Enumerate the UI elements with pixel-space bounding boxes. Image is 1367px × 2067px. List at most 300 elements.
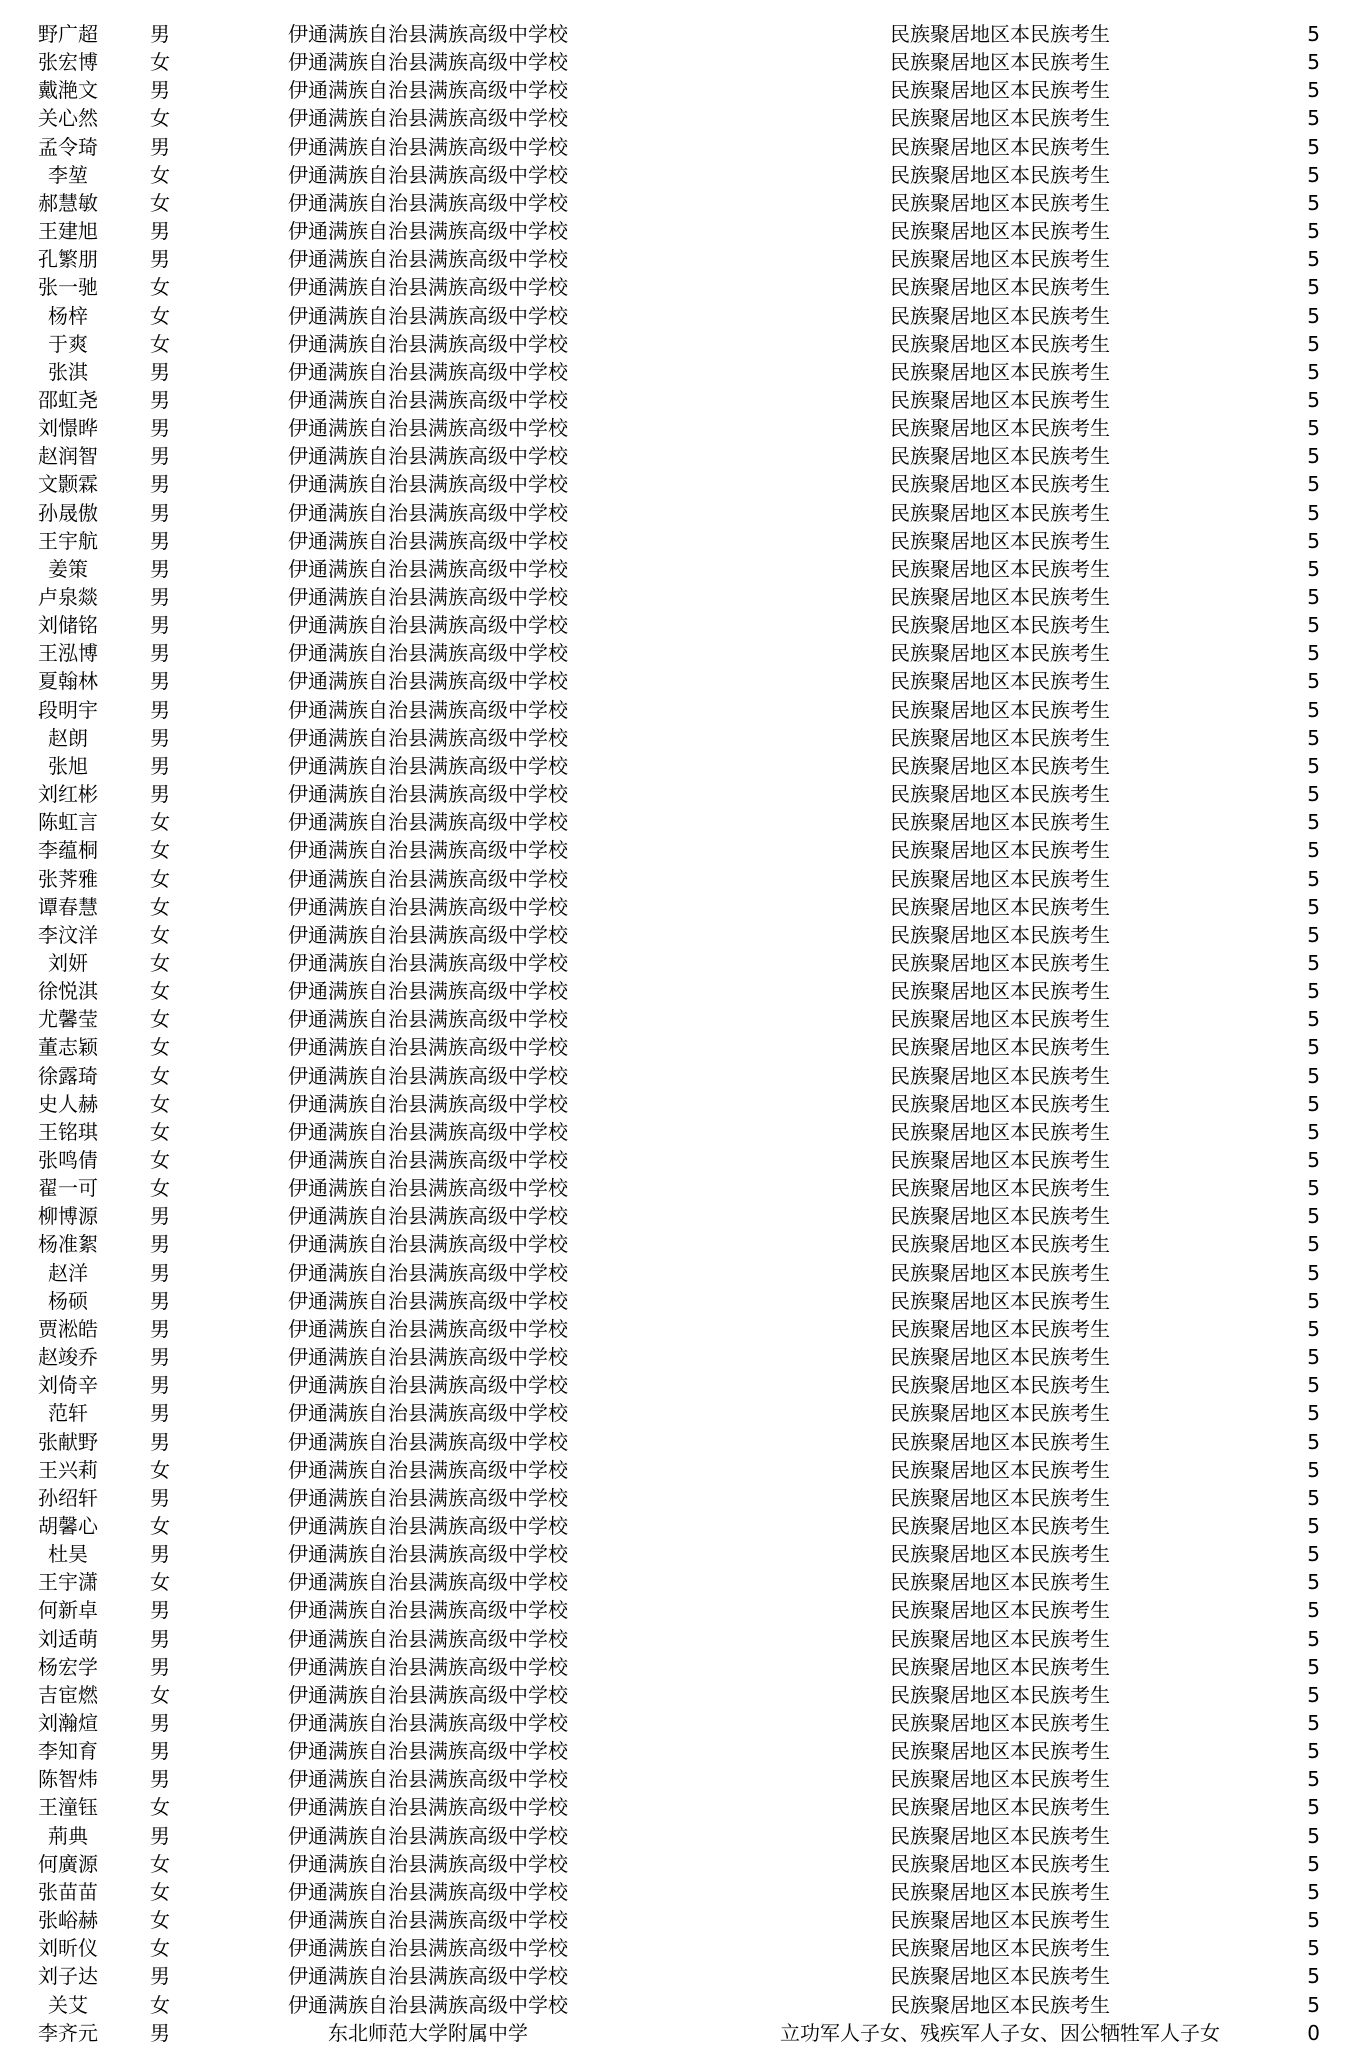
bonus-points: 5 bbox=[1307, 1823, 1320, 1848]
student-school: 伊通满族自治县满族高级中学校 bbox=[288, 1288, 568, 1313]
student-school: 伊通满族自治县满族高级中学校 bbox=[288, 613, 568, 638]
table-row bbox=[0, 217, 1367, 245]
student-school: 伊通满族自治县满族高级中学校 bbox=[288, 1598, 568, 1623]
table-row bbox=[0, 1878, 1367, 1906]
bonus-points: 5 bbox=[1307, 22, 1320, 46]
bonus-category: 民族聚居地区本民族考生 bbox=[890, 1570, 1110, 1595]
table-row bbox=[0, 2019, 1367, 2047]
table-row bbox=[0, 1765, 1367, 1793]
bonus-points: 5 bbox=[1307, 331, 1320, 356]
student-name: 李蕴桐 bbox=[38, 838, 98, 863]
bonus-points: 5 bbox=[1307, 1542, 1320, 1567]
bonus-category: 立功军人子女、残疾军人子女、因公牺牲军人子女 bbox=[780, 2020, 1220, 2045]
student-school: 伊通满族自治县满族高级中学校 bbox=[288, 1148, 568, 1172]
table-row bbox=[0, 1540, 1367, 1568]
student-name: 王宇潇 bbox=[38, 1570, 98, 1595]
table-row bbox=[0, 808, 1367, 836]
student-school: 伊通满族自治县满族高级中学校 bbox=[288, 1401, 568, 1426]
student-gender: 女 bbox=[150, 1682, 170, 1707]
bonus-points: 5 bbox=[1307, 1598, 1320, 1623]
student-gender: 女 bbox=[150, 1908, 170, 1933]
student-school: 伊通满族自治县满族高级中学校 bbox=[288, 1260, 568, 1285]
student-gender: 男 bbox=[150, 1401, 170, 1426]
student-name: 刘瀚煊 bbox=[38, 1711, 98, 1735]
bonus-points: 5 bbox=[1307, 1908, 1320, 1933]
bonus-points: 5 bbox=[1307, 669, 1320, 694]
table-row bbox=[0, 724, 1367, 752]
bonus-category: 民族聚居地区本民族考生 bbox=[890, 1795, 1110, 1820]
student-gender: 女 bbox=[150, 1795, 170, 1820]
bonus-points: 5 bbox=[1307, 1316, 1320, 1341]
student-school: 伊通满族自治县满族高级中学校 bbox=[288, 1851, 568, 1876]
student-school: 伊通满族自治县满族高级中学校 bbox=[288, 1570, 568, 1595]
student-school: 伊通满族自治县满族高级中学校 bbox=[288, 303, 568, 328]
bonus-points: 5 bbox=[1307, 50, 1320, 75]
bonus-points: 5 bbox=[1307, 950, 1320, 975]
bonus-points: 5 bbox=[1307, 78, 1320, 103]
student-school: 东北师范大学附属中学 bbox=[328, 2020, 528, 2045]
student-gender: 女 bbox=[150, 50, 170, 75]
table-row bbox=[0, 836, 1367, 864]
bonus-category: 民族聚居地区本民族考生 bbox=[890, 359, 1110, 384]
bonus-points: 5 bbox=[1307, 359, 1320, 384]
table-row bbox=[0, 696, 1367, 724]
student-school: 伊通满族自治县满族高级中学校 bbox=[288, 669, 568, 694]
table-row bbox=[0, 1399, 1367, 1427]
student-name: 刘适萌 bbox=[38, 1626, 98, 1651]
student-gender: 男 bbox=[150, 753, 170, 778]
student-gender: 男 bbox=[150, 78, 170, 103]
student-name: 姜策 bbox=[48, 556, 88, 581]
student-name: 王宇航 bbox=[38, 528, 98, 553]
bonus-category: 民族聚居地区本民族考生 bbox=[890, 1345, 1110, 1370]
table-row bbox=[0, 245, 1367, 273]
student-name: 赵润智 bbox=[38, 444, 98, 469]
bonus-points: 5 bbox=[1307, 979, 1320, 1004]
bonus-points: 5 bbox=[1307, 1513, 1320, 1538]
table-row bbox=[0, 555, 1367, 583]
student-name: 刘妍 bbox=[48, 950, 88, 975]
student-school: 伊通满族自治县满族高级中学校 bbox=[288, 472, 568, 497]
bonus-points: 5 bbox=[1307, 613, 1320, 638]
student-gender: 女 bbox=[150, 1119, 170, 1144]
bonus-category: 民族聚居地区本民族考生 bbox=[890, 1936, 1110, 1961]
table-row bbox=[0, 1737, 1367, 1765]
table-row bbox=[0, 1793, 1367, 1821]
student-name: 刘储铭 bbox=[38, 613, 98, 638]
student-name: 尤馨莹 bbox=[38, 1007, 98, 1032]
table-row bbox=[0, 1428, 1367, 1456]
student-school: 伊通满族自治县满族高级中学校 bbox=[288, 106, 568, 131]
student-school: 伊通满族自治县满族高级中学校 bbox=[288, 528, 568, 553]
bonus-category: 民族聚居地区本民族考生 bbox=[890, 1879, 1110, 1904]
bonus-points: 5 bbox=[1307, 1204, 1320, 1229]
student-school: 伊通满族自治县满族高级中学校 bbox=[288, 1457, 568, 1482]
student-gender: 女 bbox=[150, 106, 170, 131]
student-school: 伊通满族自治县满族高级中学校 bbox=[288, 1654, 568, 1679]
student-school: 伊通满族自治县满族高级中学校 bbox=[288, 1823, 568, 1848]
bonus-points: 5 bbox=[1307, 500, 1320, 525]
student-gender: 男 bbox=[150, 1316, 170, 1341]
student-gender: 女 bbox=[150, 979, 170, 1004]
bonus-category: 民族聚居地区本民族考生 bbox=[890, 1598, 1110, 1623]
student-school: 伊通满族自治县满族高级中学校 bbox=[288, 1795, 568, 1820]
student-school: 伊通满族自治县满族高级中学校 bbox=[288, 1711, 568, 1735]
bonus-points: 5 bbox=[1307, 303, 1320, 328]
bonus-category: 民族聚居地区本民族考生 bbox=[890, 866, 1110, 891]
student-name: 段明宇 bbox=[38, 697, 98, 722]
table-row bbox=[0, 104, 1367, 132]
student-gender: 女 bbox=[150, 810, 170, 835]
bonus-category: 民族聚居地区本民族考生 bbox=[890, 810, 1110, 835]
student-gender: 男 bbox=[150, 613, 170, 638]
student-name: 孙晟傲 bbox=[38, 500, 98, 525]
bonus-category: 民族聚居地区本民族考生 bbox=[890, 1288, 1110, 1313]
bonus-points: 5 bbox=[1307, 1345, 1320, 1370]
bonus-category: 民族聚居地区本民族考生 bbox=[890, 22, 1110, 46]
bonus-points: 5 bbox=[1307, 585, 1320, 609]
bonus-category: 民族聚居地区本民族考生 bbox=[890, 697, 1110, 722]
student-name: 刘憬晔 bbox=[38, 416, 98, 441]
bonus-points: 5 bbox=[1307, 528, 1320, 553]
table-row bbox=[0, 20, 1367, 48]
student-school: 伊通满族自治县满族高级中学校 bbox=[288, 1119, 568, 1144]
bonus-points: 5 bbox=[1307, 1936, 1320, 1961]
student-gender: 男 bbox=[150, 1345, 170, 1370]
student-gender: 男 bbox=[150, 1598, 170, 1623]
student-gender: 男 bbox=[150, 500, 170, 525]
student-school: 伊通满族自治县满族高级中学校 bbox=[288, 585, 568, 609]
student-gender: 女 bbox=[150, 1007, 170, 1032]
student-school: 伊通满族自治县满族高级中学校 bbox=[288, 1767, 568, 1792]
student-gender: 女 bbox=[150, 275, 170, 300]
bonus-category: 民族聚居地区本民族考生 bbox=[890, 1485, 1110, 1510]
student-school: 伊通满族自治县满族高级中学校 bbox=[288, 50, 568, 75]
student-gender: 女 bbox=[150, 1063, 170, 1088]
student-name: 郝慧敏 bbox=[38, 190, 98, 215]
student-school: 伊通满族自治县满族高级中学校 bbox=[288, 1091, 568, 1116]
bonus-category: 民族聚居地区本民族考生 bbox=[890, 78, 1110, 103]
student-school: 伊通满族自治县满族高级中学校 bbox=[288, 1739, 568, 1764]
table-row bbox=[0, 949, 1367, 977]
student-gender: 男 bbox=[150, 1739, 170, 1764]
student-name: 李齐元 bbox=[38, 2020, 98, 2045]
table-row bbox=[0, 1512, 1367, 1540]
bonus-points: 5 bbox=[1307, 1288, 1320, 1313]
student-gender: 女 bbox=[150, 1992, 170, 2017]
bonus-points: 5 bbox=[1307, 472, 1320, 497]
student-name: 柳博源 bbox=[38, 1204, 98, 1229]
bonus-category: 民族聚居地区本民族考生 bbox=[890, 106, 1110, 131]
student-gender: 男 bbox=[150, 725, 170, 750]
student-gender: 女 bbox=[150, 303, 170, 328]
student-school: 伊通满族自治县满族高级中学校 bbox=[288, 641, 568, 666]
student-name: 李知育 bbox=[38, 1739, 98, 1764]
student-school: 伊通满族自治县满族高级中学校 bbox=[288, 1232, 568, 1257]
student-name: 野广超 bbox=[38, 22, 98, 46]
student-gender: 女 bbox=[150, 1091, 170, 1116]
student-gender: 女 bbox=[150, 894, 170, 919]
student-name: 吉宦燃 bbox=[38, 1682, 98, 1707]
student-school: 伊通满族自治县满族高级中学校 bbox=[288, 1682, 568, 1707]
student-school: 伊通满族自治县满族高级中学校 bbox=[288, 1513, 568, 1538]
student-school: 伊通满族自治县满族高级中学校 bbox=[288, 1007, 568, 1032]
bonus-points: 5 bbox=[1307, 416, 1320, 441]
student-name: 孟令琦 bbox=[38, 134, 98, 159]
student-gender: 女 bbox=[150, 950, 170, 975]
bonus-points: 5 bbox=[1307, 1739, 1320, 1764]
table-row bbox=[0, 1259, 1367, 1287]
bonus-points: 5 bbox=[1307, 444, 1320, 469]
bonus-points: 5 bbox=[1307, 1035, 1320, 1060]
bonus-points: 5 bbox=[1307, 1176, 1320, 1201]
bonus-category: 民族聚居地区本民族考生 bbox=[890, 1739, 1110, 1764]
student-name: 刘倚辛 bbox=[38, 1373, 98, 1398]
table-row bbox=[0, 189, 1367, 217]
bonus-category: 民族聚居地区本民族考生 bbox=[890, 782, 1110, 807]
student-gender: 男 bbox=[150, 359, 170, 384]
student-gender: 女 bbox=[150, 1851, 170, 1876]
bonus-category: 民族聚居地区本民族考生 bbox=[890, 979, 1110, 1004]
student-school: 伊通满族自治县满族高级中学校 bbox=[288, 1542, 568, 1567]
bonus-points: 5 bbox=[1307, 1148, 1320, 1172]
bonus-category: 民族聚居地区本民族考生 bbox=[890, 1148, 1110, 1172]
student-school: 伊通满族自治县满族高级中学校 bbox=[288, 1345, 568, 1370]
student-school: 伊通满族自治县满族高级中学校 bbox=[288, 219, 568, 244]
student-name: 徐悦淇 bbox=[38, 979, 98, 1004]
student-gender: 男 bbox=[150, 1485, 170, 1510]
bonus-category: 民族聚居地区本民族考生 bbox=[890, 1964, 1110, 1989]
student-name: 王泓博 bbox=[38, 641, 98, 666]
table-row bbox=[0, 48, 1367, 76]
table-row bbox=[0, 1202, 1367, 1230]
table-row bbox=[0, 1484, 1367, 1512]
student-school: 伊通满族自治县满族高级中学校 bbox=[288, 331, 568, 356]
table-row bbox=[0, 977, 1367, 1005]
student-name: 谭春慧 bbox=[38, 894, 98, 919]
student-name: 陈虹言 bbox=[38, 810, 98, 835]
bonus-category: 民族聚居地区本民族考生 bbox=[890, 1401, 1110, 1426]
bonus-category: 民族聚居地区本民族考生 bbox=[890, 1176, 1110, 1201]
bonus-points: 5 bbox=[1307, 1232, 1320, 1257]
bonus-points: 5 bbox=[1307, 1626, 1320, 1651]
student-gender: 男 bbox=[150, 1260, 170, 1285]
table-row bbox=[0, 1681, 1367, 1709]
student-gender: 女 bbox=[150, 190, 170, 215]
student-gender: 女 bbox=[150, 331, 170, 356]
bonus-category: 民族聚居地区本民族考生 bbox=[890, 1513, 1110, 1538]
bonus-points: 5 bbox=[1307, 387, 1320, 412]
table-row bbox=[0, 499, 1367, 527]
student-school: 伊通满族自治县满族高级中学校 bbox=[288, 1176, 568, 1201]
student-name: 杨宏学 bbox=[38, 1654, 98, 1679]
student-name: 关心然 bbox=[38, 106, 98, 131]
bonus-points: 5 bbox=[1307, 1711, 1320, 1735]
bonus-category: 民族聚居地区本民族考生 bbox=[890, 669, 1110, 694]
student-gender: 女 bbox=[150, 838, 170, 863]
student-school: 伊通满族自治县满族高级中学校 bbox=[288, 22, 568, 46]
bonus-category: 民族聚居地区本民族考生 bbox=[890, 1091, 1110, 1116]
table-row bbox=[0, 1991, 1367, 2019]
student-school: 伊通满族自治县满族高级中学校 bbox=[288, 725, 568, 750]
bonus-points: 5 bbox=[1307, 1485, 1320, 1510]
student-school: 伊通满族自治县满族高级中学校 bbox=[288, 1485, 568, 1510]
bonus-category: 民族聚居地区本民族考生 bbox=[890, 950, 1110, 975]
student-school: 伊通满族自治县满族高级中学校 bbox=[288, 753, 568, 778]
bonus-points: 5 bbox=[1307, 782, 1320, 807]
bonus-points: 5 bbox=[1307, 1007, 1320, 1032]
table-row bbox=[0, 752, 1367, 780]
student-gender: 男 bbox=[150, 247, 170, 272]
student-gender: 男 bbox=[150, 387, 170, 412]
student-name: 文颢霖 bbox=[38, 472, 98, 497]
bonus-points: 5 bbox=[1307, 1429, 1320, 1454]
bonus-category: 民族聚居地区本民族考生 bbox=[890, 190, 1110, 215]
bonus-points: 5 bbox=[1307, 838, 1320, 863]
bonus-points: 5 bbox=[1307, 1682, 1320, 1707]
bonus-points: 5 bbox=[1307, 894, 1320, 919]
bonus-points: 5 bbox=[1307, 1767, 1320, 1792]
student-name: 张荠雅 bbox=[38, 866, 98, 891]
student-gender: 男 bbox=[150, 1232, 170, 1257]
bonus-category: 民族聚居地区本民族考生 bbox=[890, 725, 1110, 750]
student-name: 王兴莉 bbox=[38, 1457, 98, 1482]
bonus-category: 民族聚居地区本民族考生 bbox=[890, 1119, 1110, 1144]
student-name: 赵洋 bbox=[48, 1260, 88, 1285]
bonus-category: 民族聚居地区本民族考生 bbox=[890, 500, 1110, 525]
student-name: 孔繁朋 bbox=[38, 247, 98, 272]
bonus-points: 5 bbox=[1307, 1879, 1320, 1904]
student-gender: 女 bbox=[150, 1936, 170, 1961]
table-row bbox=[0, 639, 1367, 667]
table-row bbox=[0, 527, 1367, 555]
student-name: 胡馨心 bbox=[38, 1513, 98, 1538]
table-row bbox=[0, 76, 1367, 104]
student-gender: 男 bbox=[150, 219, 170, 244]
student-school: 伊通满族自治县满族高级中学校 bbox=[288, 134, 568, 159]
student-school: 伊通满族自治县满族高级中学校 bbox=[288, 1429, 568, 1454]
bonus-points: 5 bbox=[1307, 219, 1320, 244]
table-row bbox=[0, 1653, 1367, 1681]
bonus-category: 民族聚居地区本民族考生 bbox=[890, 162, 1110, 187]
student-gender: 男 bbox=[150, 1429, 170, 1454]
student-name: 李汶洋 bbox=[38, 922, 98, 947]
bonus-points: 5 bbox=[1307, 1570, 1320, 1595]
bonus-category: 民族聚居地区本民族考生 bbox=[890, 922, 1110, 947]
student-school: 伊通满族自治县满族高级中学校 bbox=[288, 78, 568, 103]
student-name: 杨准絮 bbox=[38, 1232, 98, 1257]
student-school: 伊通满族自治县满族高级中学校 bbox=[288, 556, 568, 581]
student-gender: 女 bbox=[150, 866, 170, 891]
student-gender: 男 bbox=[150, 416, 170, 441]
student-gender: 女 bbox=[150, 1148, 170, 1172]
student-gender: 女 bbox=[150, 1176, 170, 1201]
student-name: 王建旭 bbox=[38, 219, 98, 244]
table-row bbox=[0, 1822, 1367, 1850]
student-school: 伊通满族自治县满族高级中学校 bbox=[288, 810, 568, 835]
table-row bbox=[0, 1343, 1367, 1371]
bonus-points: 5 bbox=[1307, 1654, 1320, 1679]
student-name: 刘红彬 bbox=[38, 782, 98, 807]
bonus-category: 民族聚居地区本民族考生 bbox=[890, 1007, 1110, 1032]
student-name: 孙绍轩 bbox=[38, 1485, 98, 1510]
student-name: 赵朗 bbox=[48, 725, 88, 750]
student-school: 伊通满族自治县满族高级中学校 bbox=[288, 894, 568, 919]
student-gender: 男 bbox=[150, 1711, 170, 1735]
bonus-points: 5 bbox=[1307, 1063, 1320, 1088]
student-gender: 女 bbox=[150, 1513, 170, 1538]
bonus-category: 民族聚居地区本民族考生 bbox=[890, 556, 1110, 581]
student-school: 伊通满族自治县满族高级中学校 bbox=[288, 416, 568, 441]
student-gender: 男 bbox=[150, 782, 170, 807]
student-school: 伊通满族自治县满族高级中学校 bbox=[288, 1992, 568, 2017]
student-name: 徐露琦 bbox=[38, 1063, 98, 1088]
student-name: 张峪赫 bbox=[38, 1908, 98, 1933]
student-name: 杨硕 bbox=[48, 1288, 88, 1313]
bonus-category: 民族聚居地区本民族考生 bbox=[890, 1260, 1110, 1285]
student-gender: 女 bbox=[150, 1035, 170, 1060]
table-row bbox=[0, 921, 1367, 949]
student-name: 李堃 bbox=[48, 162, 88, 187]
table-row bbox=[0, 1062, 1367, 1090]
student-school: 伊通满族自治县满族高级中学校 bbox=[288, 866, 568, 891]
bonus-category: 民族聚居地区本民族考生 bbox=[890, 753, 1110, 778]
bonus-category: 民族聚居地区本民族考生 bbox=[890, 613, 1110, 638]
student-name: 卢泉燚 bbox=[38, 585, 98, 609]
student-name: 赵竣乔 bbox=[38, 1345, 98, 1370]
student-gender: 男 bbox=[150, 669, 170, 694]
student-name: 张淇 bbox=[48, 359, 88, 384]
bonus-category: 民族聚居地区本民族考生 bbox=[890, 1851, 1110, 1876]
student-name: 何新卓 bbox=[38, 1598, 98, 1623]
bonus-category: 民族聚居地区本民族考生 bbox=[890, 1063, 1110, 1088]
table-row bbox=[0, 414, 1367, 442]
student-gender: 男 bbox=[150, 1823, 170, 1848]
student-gender: 男 bbox=[150, 2020, 170, 2045]
student-name: 王潼钰 bbox=[38, 1795, 98, 1820]
student-school: 伊通满族自治县满族高级中学校 bbox=[288, 979, 568, 1004]
bonus-points: 5 bbox=[1307, 753, 1320, 778]
student-school: 伊通满族自治县满族高级中学校 bbox=[288, 838, 568, 863]
bonus-points: 5 bbox=[1307, 1401, 1320, 1426]
student-school: 伊通满族自治县满族高级中学校 bbox=[288, 922, 568, 947]
student-gender: 男 bbox=[150, 1964, 170, 1989]
bonus-category: 民族聚居地区本民族考生 bbox=[890, 247, 1110, 272]
student-gender: 男 bbox=[150, 134, 170, 159]
student-school: 伊通满族自治县满族高级中学校 bbox=[288, 1879, 568, 1904]
student-name: 张献野 bbox=[38, 1429, 98, 1454]
table-row bbox=[0, 1230, 1367, 1258]
bonus-category: 民族聚居地区本民族考生 bbox=[890, 275, 1110, 300]
bonus-category: 民族聚居地区本民族考生 bbox=[890, 528, 1110, 553]
student-school: 伊通满族自治县满族高级中学校 bbox=[288, 782, 568, 807]
table-row bbox=[0, 133, 1367, 161]
table-row bbox=[0, 893, 1367, 921]
student-gender: 男 bbox=[150, 556, 170, 581]
student-gender: 女 bbox=[150, 922, 170, 947]
bonus-category: 民族聚居地区本民族考生 bbox=[890, 1232, 1110, 1257]
bonus-points: 5 bbox=[1307, 275, 1320, 300]
student-school: 伊通满族自治县满族高级中学校 bbox=[288, 247, 568, 272]
table-row bbox=[0, 1090, 1367, 1118]
bonus-category: 民族聚居地区本民族考生 bbox=[890, 303, 1110, 328]
student-name: 关艾 bbox=[48, 1992, 88, 2017]
bonus-points: 5 bbox=[1307, 1457, 1320, 1482]
table-row bbox=[0, 1315, 1367, 1343]
bonus-category: 民族聚居地区本民族考生 bbox=[890, 1992, 1110, 2017]
bonus-points: 5 bbox=[1307, 1260, 1320, 1285]
bonus-points: 5 bbox=[1307, 1119, 1320, 1144]
